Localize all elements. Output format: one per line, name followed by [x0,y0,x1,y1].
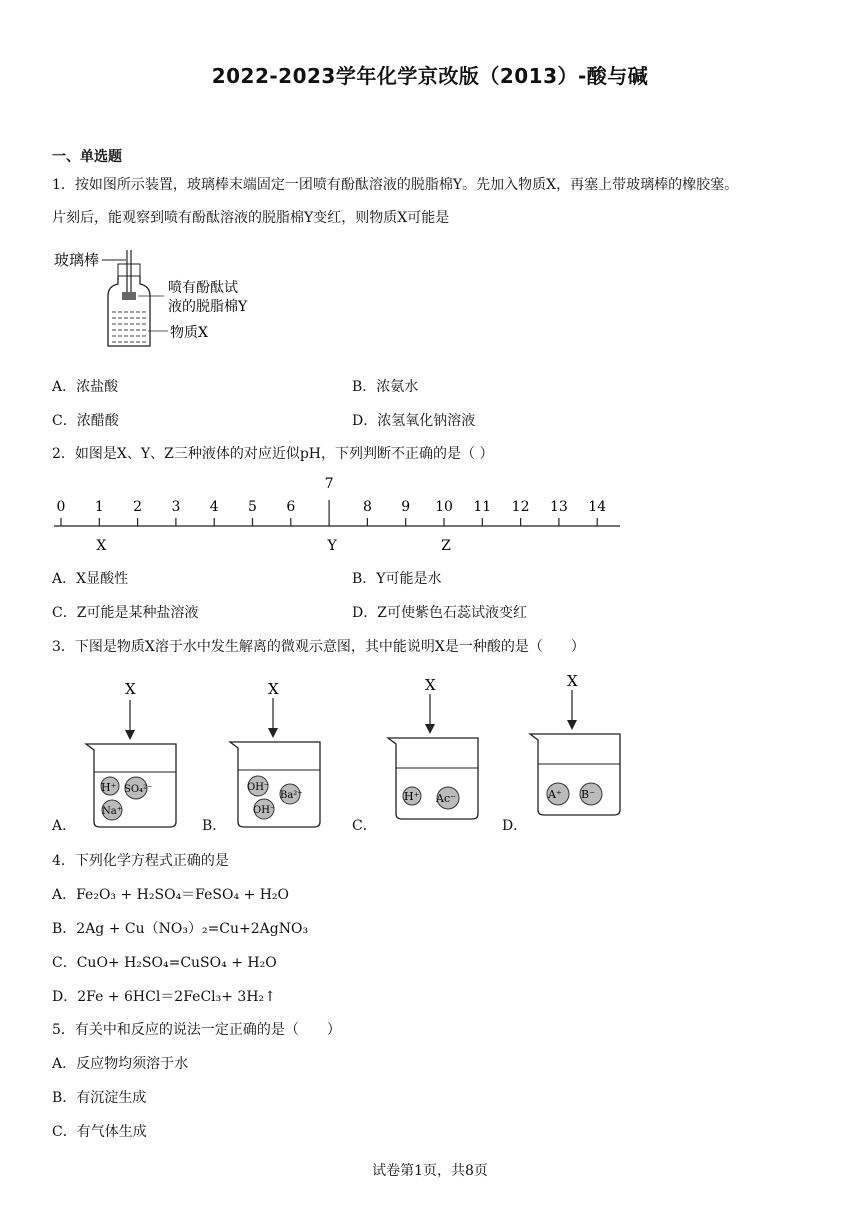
q3-ion-a3: Na⁺ [102,806,122,817]
q1-cotton [122,292,136,300]
ph-tick-label: 4 [209,499,219,515]
page-footer: 试卷第1页，共8页 [372,1163,488,1179]
ph-tick-label: 0 [56,499,66,515]
q3-ion-c2: Ac⁻ [436,792,456,805]
ph-tick-label: 6 [286,499,296,515]
q3-beaker-c [388,676,478,819]
q3-option-d[interactable]: D． [502,818,528,834]
q5-stem: 5．有关中和反应的说法一定正确的是（ ） [52,1022,341,1038]
q4-option-c[interactable]: C．CuO+ H₂SO₄=CuSO₄ + H₂O [52,955,277,971]
q3-option-c[interactable]: C． [352,818,377,834]
q3-beakers-figure [50,672,650,837]
ph-tick-label: 3 [171,499,181,515]
q1-option-b[interactable]: B．浓氨水 [352,379,419,395]
q3-x-label-b: X [268,680,279,698]
q3-ion-a1: H⁺ [101,781,117,794]
q1-apparatus-figure [50,246,280,356]
q3-stem: 3．下图是物质X溶于水中发生解离的微观示意图，其中能说明X是一种酸的是（ ） [52,639,585,655]
q1-fig-rod-label: 玻璃棒 [54,251,100,269]
q5-option-a[interactable]: A．反应物均须溶于水 [52,1056,189,1072]
q2-option-d[interactable]: D．Z可使紫色石蕊试液变红 [352,605,527,621]
q3-option-b[interactable]: B． [202,818,227,834]
q2-option-b[interactable]: B．Y可能是水 [352,571,442,587]
q1-fig-x-label: 物质X [170,325,208,341]
q2-option-c[interactable]: C．Z可能是某种盐溶液 [52,605,199,621]
ph-tick-label: 5 [248,499,257,515]
ph-marker-z: Z [441,538,451,554]
q1-fig-cotton-label2: 液的脱脂棉Y [168,299,248,315]
ph-tick-label: 7 [324,476,334,492]
ph-tick-label: 12 [511,499,530,515]
q3-x-label-d: X [567,672,578,690]
ph-tick-label: 13 [549,499,568,515]
ph-tick-label: 8 [362,499,372,515]
q2-ph-scale [50,470,630,560]
q1-option-a[interactable]: A．浓盐酸 [52,379,119,395]
q4-option-d[interactable]: D．2Fe + 6HCl＝2FeCl₃+ 3H₂↑ [52,989,276,1005]
q1-option-c[interactable]: C．浓醋酸 [52,413,119,429]
section-heading: 一、单选题 [52,149,122,165]
q5-option-b[interactable]: B．有沉淀生成 [52,1090,147,1106]
q3-option-a[interactable]: A． [52,818,77,834]
q2-option-a[interactable]: A．X显酸性 [52,571,129,587]
page-title: 2022-2023学年化学京改版（2013）-酸与碱 [211,64,649,88]
ph-tick-label: 1 [94,499,104,515]
q3-beaker-b [230,680,320,827]
q3-ion-c1: H⁺ [404,790,420,803]
ph-marker-y: Y [327,538,337,554]
q3-beaker-d [530,672,620,815]
q4-option-b[interactable]: B．2Ag + Cu（NO₃）₂=Cu+2AgNO₃ [52,921,309,937]
q1-stem-line2: 片刻后，能观察到喷有酚酞溶液的脱脂棉Y变红，则物质X可能是 [52,210,450,226]
q3-ion-a2: SO₄²⁻ [124,784,153,795]
q1-fig-cotton-label1: 喷有酚酞试 [168,280,238,296]
q3-ion-b2: Ba²⁺ [280,790,303,801]
q3-ion-b3: OH⁻ [253,805,276,816]
ph-tick-label: 11 [473,499,492,515]
q4-stem: 4．下列化学方程式正确的是 [52,853,229,869]
ph-tick-label: 2 [133,499,143,515]
q2-stem: 2．如图是X、Y、Z三种液体的对应近似pH，下列判断不正确的是（ ） [52,446,494,462]
q1-stem-line1: 1．按如图所示装置，玻璃棒末端固定一团喷有酚酞溶液的脱脂棉Y。先加入物质X，再塞上带玻璃棒的橡胶塞。 [52,177,739,193]
q4-option-a[interactable]: A．Fe₂O₃ + H₂SO₄＝FeSO₄ + H₂O [52,887,290,903]
q5-option-c[interactable]: C．有气体生成 [52,1124,147,1140]
q3-ion-d2: B⁻ [581,788,595,801]
q1-option-d[interactable]: D．浓氢氧化钠溶液 [352,413,476,429]
ph-marker-x: X [96,538,107,554]
ph-tick-label: 9 [401,499,411,515]
q3-beaker-a [86,680,176,827]
q3-x-label-c: X [425,676,436,694]
q3-x-label-a: X [125,680,136,698]
q1-liquid [112,312,146,342]
q3-ion-b1: OH⁻ [247,782,270,793]
q3-ion-d1: A⁺ [548,788,562,801]
q1-stopper [118,264,140,276]
ph-tick-label: 10 [435,499,453,515]
ph-tick-label: 14 [588,499,607,515]
